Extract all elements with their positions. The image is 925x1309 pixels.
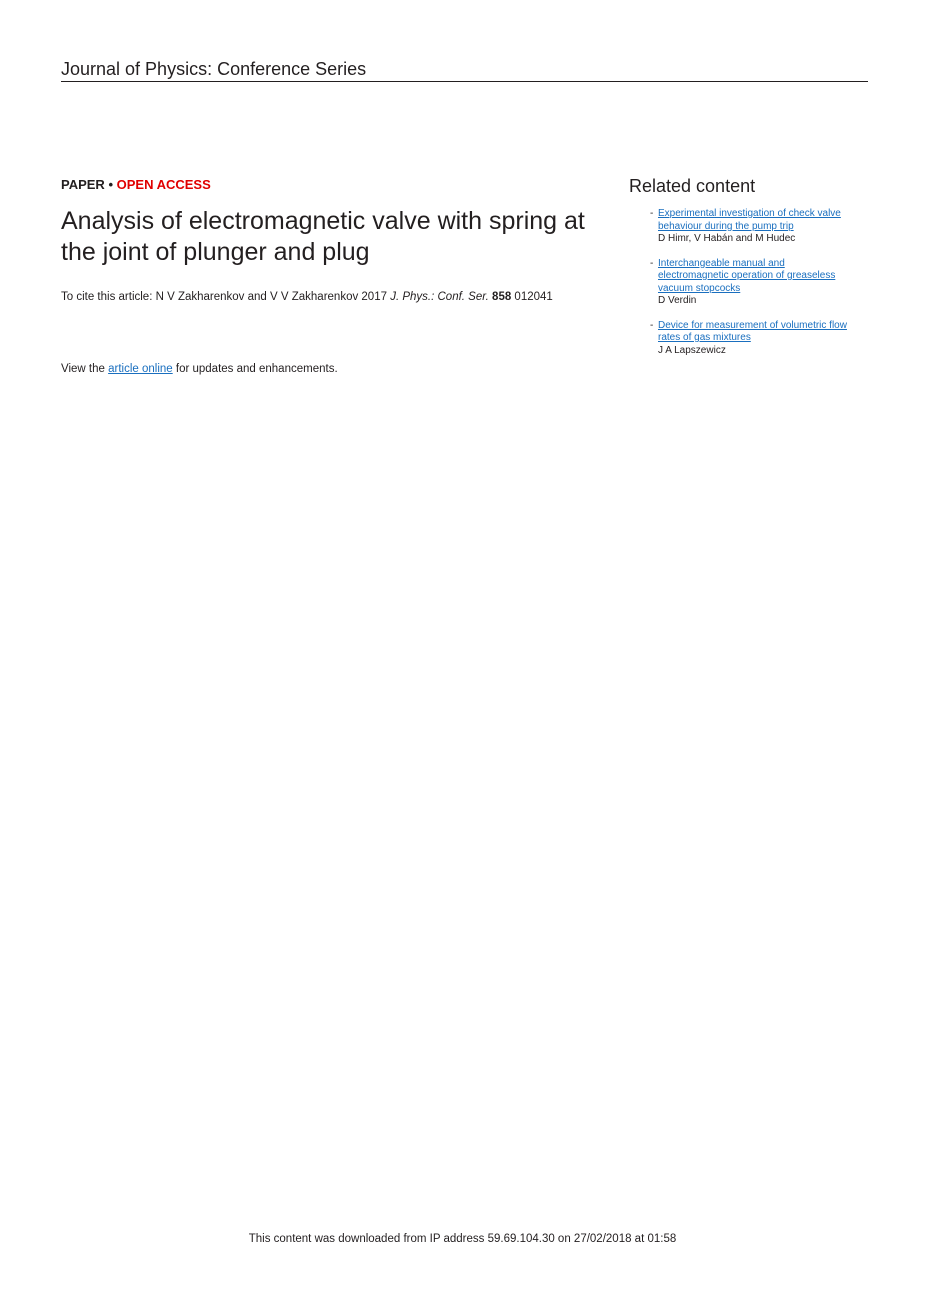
view-online-line [61,362,338,376]
related-title-line: rates of gas mixtures [658,332,751,343]
citation-article-number: 012041 [511,291,553,303]
related-title-line: behaviour during the pump trip [658,220,794,232]
article-title: Analysis of electromagnetic valve with spring at the joint of plunger and plug [61,207,585,266]
related-title-line: Device for measurement of volumetric flow [658,319,847,331]
download-notice: This content was downloaded from IP address 59.69.104.30 on 27/02/2018 at 01:58 [248,1233,677,1245]
related-title-line: vacuum stopcocks [658,282,741,294]
tag-separator: • [104,177,117,192]
list-dash: - [650,257,654,269]
related-title-line: Experimental investigation of check valve [658,208,841,219]
list-dash: - [650,319,654,331]
related-item-authors: D Himr, V Habán and M Hudec [658,233,796,244]
paper-type-label: PAPER [61,177,105,192]
paper-tag [61,177,211,192]
journal-header [61,57,868,82]
list-dash: - [650,208,654,219]
related-item-authors: J A Lapszewicz [658,344,726,356]
related-content-list [650,208,870,369]
view-prefix: View the [61,363,109,375]
related-item-authors: D Verdin [658,295,697,306]
article-online-link[interactable]: article online [108,363,173,375]
related-title-line: Interchangeable manual and [658,257,785,269]
citation-volume: 858 [492,291,512,303]
citation-journal: J. Phys.: Conf. Ser. [390,291,489,303]
related-item [650,208,870,246]
related-item-link[interactable] [658,208,870,233]
citation-prefix: To cite this article: N V Zakharenkov and V V Zakharenkov 2017 [61,291,391,303]
journal-title: Journal of Physics: Conference Series [61,59,367,79]
related-item-link[interactable] [658,320,870,345]
related-content-heading: Related content [629,176,756,196]
citation-line [61,290,553,304]
view-suffix: for updates and enhancements. [172,363,338,375]
related-item-link[interactable] [658,258,870,296]
related-item [650,320,870,358]
related-title-line: electromagnetic operation of greaseless [658,270,836,281]
related-item [650,258,870,308]
open-access-badge: OPEN ACCESS [116,177,211,192]
